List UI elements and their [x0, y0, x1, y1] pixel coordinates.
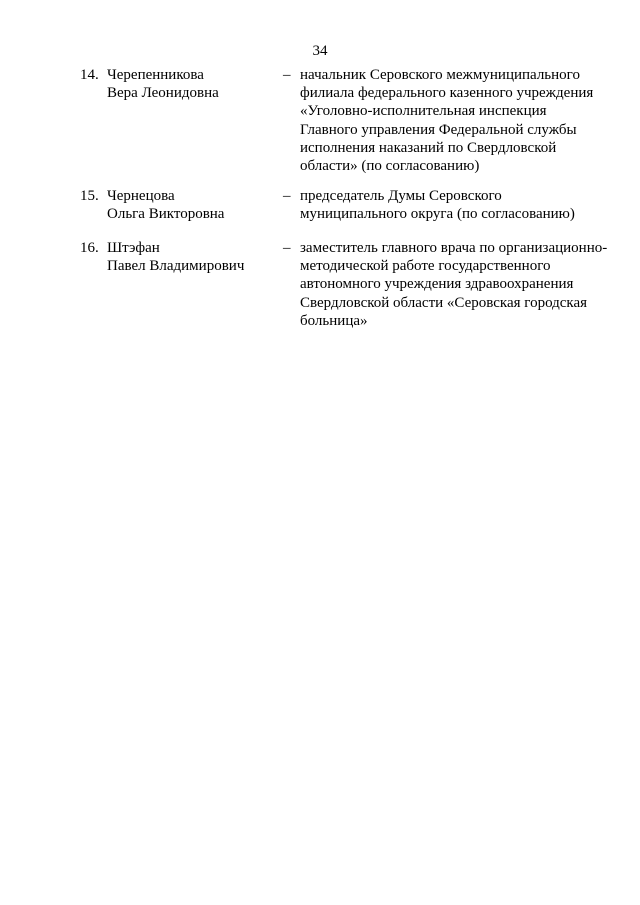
separator-dash: –	[283, 188, 291, 204]
surname: Черепенникова	[107, 67, 204, 83]
position-line: исполнения наказаний по Свердловской	[300, 139, 557, 156]
position-line: «Уголовно-исполнительная инспекция	[300, 103, 547, 120]
item-number: 14.	[80, 67, 99, 83]
given-names: Ольга Викторовна	[107, 206, 225, 223]
position-line: методической работе государственного	[300, 258, 551, 275]
position-description	[300, 239, 618, 330]
given-names: Вера Леонидовна	[107, 85, 219, 102]
position-line: больница»	[300, 312, 368, 329]
separator-dash: –	[283, 67, 291, 83]
separator-dash: –	[283, 240, 291, 256]
person-name	[107, 66, 277, 102]
item-number: 16.	[80, 240, 99, 256]
surname: Чернецова	[107, 188, 175, 204]
position-line: Главного управления Федеральной службы	[300, 121, 577, 138]
item-number: 15.	[80, 188, 99, 204]
given-names: Павел Владимирович	[107, 258, 245, 275]
position-line: Свердловской области «Серовская городская	[300, 294, 588, 311]
page-number: 34	[312, 43, 328, 59]
position-description	[300, 187, 618, 223]
position-line: автономного учреждения здравоохранения	[300, 276, 574, 293]
position-line: председатель Думы Серовского	[300, 188, 502, 204]
person-name	[107, 187, 277, 223]
position-line: муниципального округа (по согласованию)	[300, 206, 575, 223]
position-line: филиала федерального казенного учреждения	[300, 85, 594, 102]
position-description	[300, 66, 618, 175]
position-line: заместитель главного врача по организационно-	[300, 240, 608, 256]
person-name	[107, 239, 277, 275]
position-line: начальник Серовского межмуниципального	[300, 67, 580, 83]
surname: Штэфан	[107, 240, 160, 256]
position-line: области» (по согласованию)	[300, 158, 480, 175]
